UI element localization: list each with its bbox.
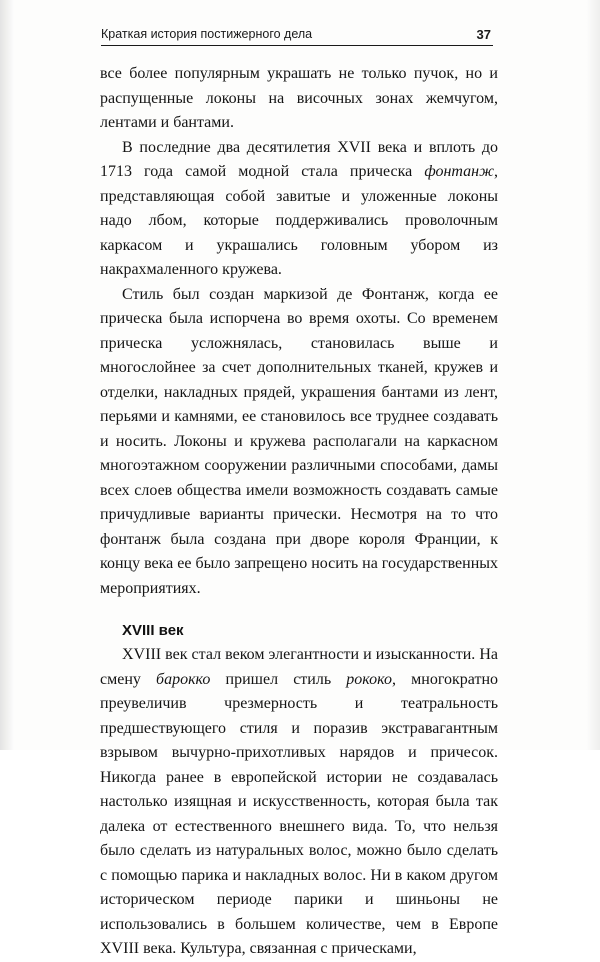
paragraph-style-origin: Стиль был создан маркизой де Фонтанж, когда ее прическа была испорчена во время охоты. Со временем прическа усложнялась, становилась выше и многослойнее за счет дополнительных тканей, кружев и отделки, накладных прядей, украшения бантами из лент, перьями и камнями, ее становилось все труднее создавать и носить. Локоны и кружева располагали на каркасном многоэтажном сооружении различными способами, дамы всех слоев общества имели возможность создавать самые причудливые варианты прически. Несмотря на то что фонтанж была создана при дворе короля Франции, к концу века ее было запрещено носить на государственных мероприятиях.	[100, 285, 499, 597]
paragraph-eighteenth-century	[100, 643, 498, 962]
running-head-title: Краткая история постижерного дела	[101, 27, 313, 41]
paragraph-text: , представляющая собой завитые и уложенные локоны надо лбом, которые поддерживались проволочным каркасом и украшались головным убором из накрахмаленного кружева.	[100, 163, 498, 278]
section-heading: XVIII век	[122, 622, 184, 639]
running-head	[101, 19, 493, 46]
paragraph-continued: все более популярным украшать не только пучок, но и распущенные локоны на височных зонах жемчугом, лентами и бантами.	[100, 65, 498, 131]
emphasis-term: фонтанж	[424, 163, 494, 180]
scan-shadow-right	[586, 0, 600, 750]
paragraph-text: В последние два десятилетия XVII века и вплоть до 1713 года самой модной стала прическа	[100, 138, 498, 180]
emphasis-term: барокко	[156, 670, 211, 688]
paragraph-text: XVIII век стал веком элегантности и изысканности. На смену	[100, 646, 498, 688]
page-number: 37	[476, 27, 491, 42]
paragraph-fontange	[100, 136, 498, 283]
emphasis-term: рококо	[346, 670, 393, 688]
paragraph-text: , многократно преувеличив чрезмерность и театральность предшествующего стиля и поразив экстравагантным взрывом вычурно-прихотливых нарядов и причесок. Никогда ранее в европейской истории не создавалась настолько изящная и искусственность, которая была так далека от естественного внешнего вида. То, что нельзя было сделать из натуральных волос, можно было сделать с помощью парика и накладных волос. Ни в каком другом историческом периоде парики и шиньоны не использовались в большем количестве, чем в Европе XVIII века. Культура, связанная с прическами,	[100, 670, 499, 957]
body-text	[100, 62, 498, 962]
scan-shadow-left	[0, 0, 14, 750]
paragraph-text: пришел стиль	[210, 670, 347, 688]
